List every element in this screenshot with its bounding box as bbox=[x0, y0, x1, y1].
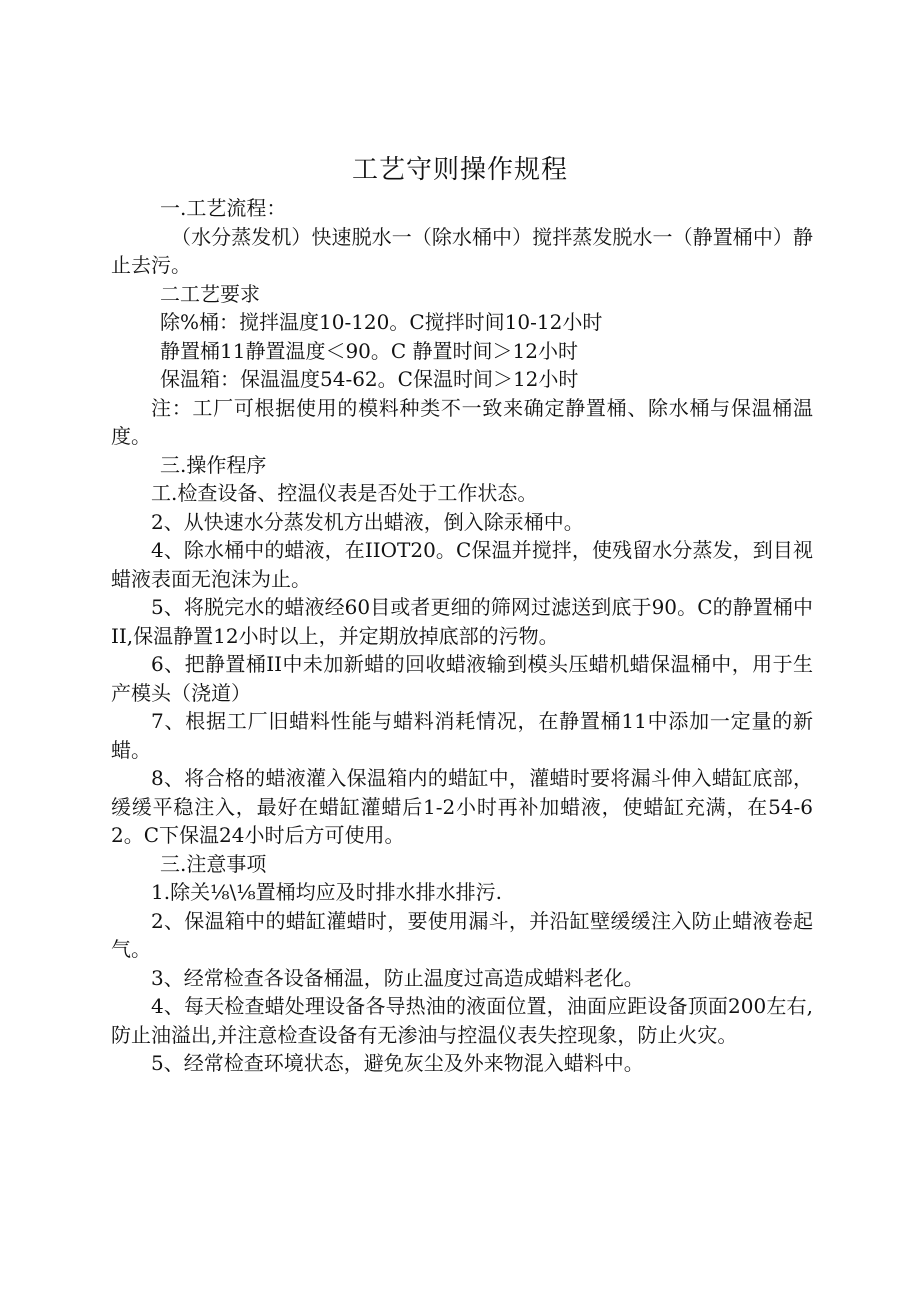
requirements-note: 注：工厂可根据使用的模料种类不一致来确定静置桶、除水桶与保温桶温度。 bbox=[111, 395, 813, 448]
page-title: 工艺守则操作规程 bbox=[351, 155, 568, 185]
section-heading-notes: 三.注意事项 bbox=[160, 851, 267, 876]
section-heading-procedure: 三.操作程序 bbox=[160, 452, 267, 477]
procedure-step: 4、除水桶中的蜡液，在IIOT20。C保温并搅拌，使残留水分蒸发，到目视蜡液表面无泡沫为止。 bbox=[111, 538, 813, 591]
procedure-step: 工.检查设备、控温仪表是否处于工作状态。 bbox=[151, 481, 538, 505]
note-item: 5、经常检查环境状态，避免灰尘及外来物混入蜡料中。 bbox=[151, 1051, 644, 1075]
procedure-step: 7、根据工厂旧蜡料性能与蜡料消耗情况，在静置桶11中添加一定量的新蜡。 bbox=[111, 709, 813, 762]
note-item: 1.除关⅛\⅛置桶均应及时排水排水排污. bbox=[151, 880, 502, 904]
note-item: 3、经常检查各设备桶温，防止温度过高造成蜡料老化。 bbox=[151, 965, 644, 990]
procedure-step: 6、把静置桶II中未加新蜡的回收蜡液输到模头压蜡机蜡保温桶中，用于生产模头（浇道） bbox=[111, 652, 813, 705]
process-flow-text: （水分蒸发机）快速脱水一（除水桶中）搅拌蒸发脱水一（静置桶中）静止去污。 bbox=[111, 224, 813, 277]
procedure-step: 2、从快速水分蒸发机方出蜡液，倒入除汞桶中。 bbox=[151, 509, 584, 534]
requirement-item: 保温箱：保温温度54-62。C保温时间＞12小时 bbox=[160, 367, 579, 391]
requirement-item: 静置桶11静置温度＜90。C 静置时间＞12小时 bbox=[160, 338, 579, 363]
section-heading-requirements: 二工艺要求 bbox=[160, 281, 260, 306]
procedure-step: 5、将脱完水的蜡液经60目或者更细的筛网过滤送到底于90。C的静置桶中II,保温静置12小时以上，并定期放掉底部的污物。 bbox=[111, 595, 813, 648]
section-heading-process-flow: 一.工艺流程： bbox=[160, 196, 287, 220]
procedure-step: 8、将合格的蜡液灌入保温箱内的蜡缸中，灌蜡时要将漏斗伸入蜡缸底部，缓缓平稳注入，最好在蜡缸灌蜡后1-2小时再补加蜡液，使蜡缸充满，在54-62。C下保温24小时后方可使用。 bbox=[111, 766, 813, 847]
requirement-item: 除%桶：搅拌温度10-120。C搅拌时间10-12小时 bbox=[160, 310, 603, 334]
note-item: 4、每天检查蜡处理设备各导热油的液面位置，油面应距设备顶面200左右,防止油溢出,并注意检查设备有无渗油与控温仪表失控现象，防止火灾。 bbox=[111, 994, 813, 1047]
document-body bbox=[111, 194, 813, 1078]
note-item: 2、保温箱中的蜡缸灌蜡时，要使用漏斗，并沿缸壁缓缓注入防止蜡液卷起气。 bbox=[111, 908, 813, 961]
